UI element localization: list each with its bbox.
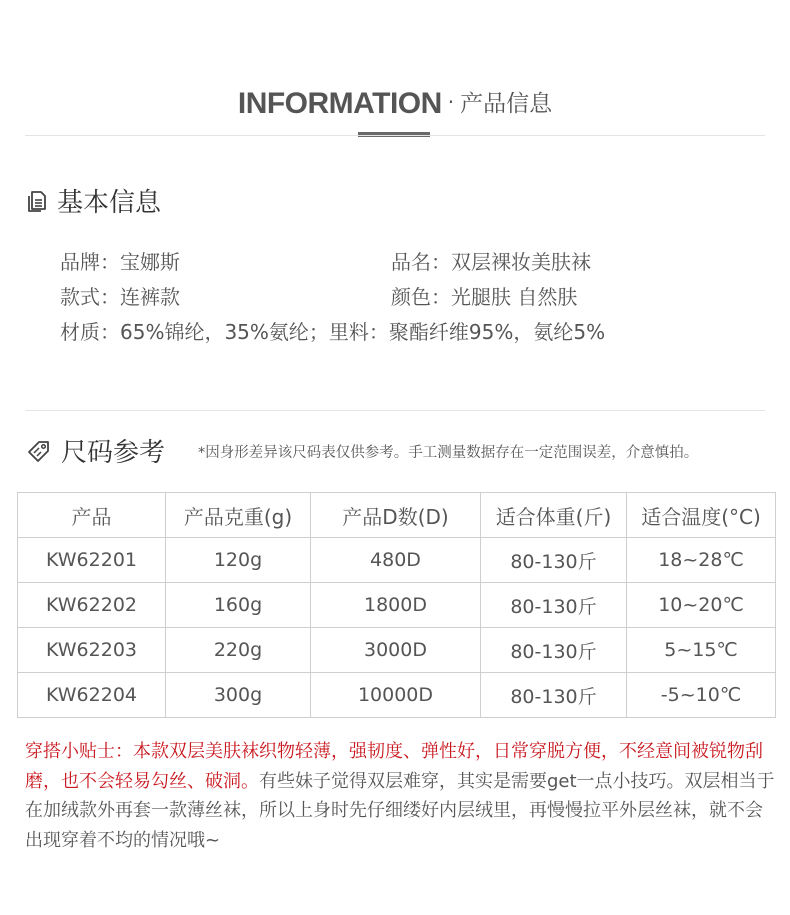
basic-info-title: 基本信息 (57, 188, 162, 218)
title-english: INFORMATION (237, 87, 442, 120)
divider-top (25, 135, 765, 136)
table-row (18, 583, 776, 628)
table-cell: 480D (311, 538, 481, 583)
table-header-row (18, 493, 776, 538)
tag-icon (25, 437, 53, 465)
basic-info-heading (25, 182, 161, 219)
divider-middle (25, 410, 765, 411)
size-title: 尺码参考 (61, 438, 166, 468)
table-cell: 220g (166, 628, 311, 673)
table-cell: KW62202 (18, 583, 166, 628)
info-material: 材质：65%锦纶，35%氨纶；里料：聚酯纤维95%，氨纶5% (60, 320, 606, 344)
table-cell: KW62201 (18, 538, 166, 583)
column-header: 适合体重(斤) (481, 493, 627, 538)
table-cell: 80-130斤 (481, 628, 627, 673)
info-product-name: 品名：双层裸妆美肤袜 (391, 250, 591, 274)
column-header: 产品D数(D) (311, 493, 481, 538)
table-cell: 10000D (311, 673, 481, 718)
column-header: 产品 (18, 493, 166, 538)
table-cell: 18~28℃ (627, 538, 776, 583)
wearing-tip (25, 737, 775, 855)
table-cell: 1800D (311, 583, 481, 628)
table-cell: KW62204 (18, 673, 166, 718)
size-note: *因身形差异该尺码表仅供参考。手工测量数据存在一定范围误差，介意慎拍。 (198, 445, 699, 461)
table-cell: 120g (166, 538, 311, 583)
title-chinese: 产品信息 (460, 91, 553, 117)
title-separator: · (447, 90, 455, 114)
info-color: 颜色：光腿肤 自然肤 (391, 285, 578, 309)
table-cell: 5~15℃ (627, 628, 776, 673)
tip-body: 有些妹子觉得双层难穿，其实是需要get一点小技巧。双层相当于在加绒款外再套一款薄丝袜，所以上身时先仔细缕好内层绒里，再慢慢拉平外层丝袜，就不会出现穿着不均的情况哦~ (25, 770, 775, 851)
tip-highlight: 穿搭小贴士：本款双层美肤袜织物轻薄，强韧度、弹性好，日常穿脱方便，不经意间被锐物刮磨，也不会轻易勾丝、破洞。 (25, 741, 763, 792)
column-header: 适合温度(°C) (627, 493, 776, 538)
table-cell: KW62203 (18, 628, 166, 673)
table-row (18, 628, 776, 673)
table-cell: 80-130斤 (481, 583, 627, 628)
table-cell: -5~10℃ (627, 673, 776, 718)
document-icon (25, 189, 49, 213)
table-row (18, 673, 776, 718)
page-title (0, 82, 790, 124)
table-cell: 80-130斤 (481, 673, 627, 718)
size-table (17, 492, 776, 718)
table-row (18, 538, 776, 583)
table-cell: 10~20℃ (627, 583, 776, 628)
table-cell: 300g (166, 673, 311, 718)
size-heading (25, 432, 165, 469)
info-style: 款式：连裤款 (60, 285, 180, 309)
table-cell: 3000D (311, 628, 481, 673)
info-brand: 品牌：宝娜斯 (60, 250, 180, 274)
table-cell: 80-130斤 (481, 538, 627, 583)
column-header: 产品克重(g) (166, 493, 311, 538)
table-cell: 160g (166, 583, 311, 628)
